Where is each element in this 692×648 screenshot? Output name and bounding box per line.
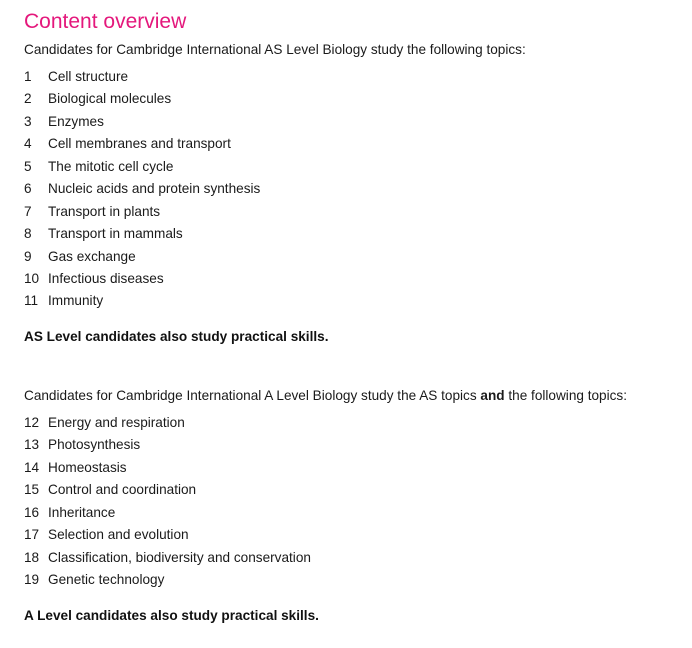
topic-label: Cell membranes and transport <box>48 136 231 152</box>
as-topic-list <box>24 68 260 315</box>
topic-label: Energy and respiration <box>48 415 185 430</box>
topic-item <box>24 414 311 436</box>
topic-number: 18 <box>24 549 40 565</box>
topic-number: 5 <box>24 158 32 174</box>
topic-number: 4 <box>24 136 32 152</box>
topic-item <box>24 436 311 458</box>
topic-number: 6 <box>24 181 32 197</box>
a-level-intro-start: Candidates for Cambridge International A Level Biology study the AS topics <box>24 388 481 403</box>
topic-number: 10 <box>24 270 40 286</box>
topic-label: Transport in mammals <box>48 226 183 242</box>
topic-number: 9 <box>24 248 32 264</box>
topic-number: 19 <box>24 572 40 588</box>
a-level-intro-text <box>24 387 627 405</box>
topic-label: Control and coordination <box>48 482 197 498</box>
topic-number: 1 <box>24 69 32 84</box>
topic-number: 8 <box>24 226 32 242</box>
topic-label: Nucleic acids and protein synthesis <box>48 181 261 197</box>
as-practical-note: AS Level candidates also study practical skills. <box>24 329 329 344</box>
topic-item <box>24 571 311 593</box>
topic-number: 12 <box>24 415 40 430</box>
topic-item <box>24 248 260 270</box>
page-title: Content overview <box>24 10 187 33</box>
topic-number: 11 <box>24 293 39 309</box>
topic-label: Gas exchange <box>48 248 136 264</box>
topic-number: 13 <box>24 437 40 453</box>
topic-label: Genetic technology <box>48 572 165 588</box>
topic-item <box>24 292 260 314</box>
a-level-intro-emphasis: and <box>480 388 505 403</box>
topic-item <box>24 504 311 526</box>
topic-item <box>24 180 260 202</box>
topic-item <box>24 225 260 247</box>
topic-number: 15 <box>24 482 40 498</box>
topic-label: Biological molecules <box>48 91 172 107</box>
topic-label: Classification, biodiversity and conservation <box>48 549 311 565</box>
topic-number: 7 <box>24 203 32 219</box>
as-intro-text: Candidates for Cambridge International AS Level Biology study the following topics: <box>24 42 526 57</box>
topic-number: 3 <box>24 113 32 129</box>
topic-label: Inheritance <box>48 504 116 520</box>
topic-item <box>24 68 260 90</box>
topic-number: 16 <box>24 504 40 520</box>
topic-label: Enzymes <box>48 113 104 129</box>
topic-label: Transport in plants <box>48 203 161 219</box>
topic-item <box>24 90 260 112</box>
topic-label: Homeostasis <box>48 459 127 475</box>
a-level-intro-end: the following topics: <box>504 388 628 403</box>
topic-number: 17 <box>24 527 40 543</box>
topic-label: Immunity <box>48 293 104 309</box>
topic-item <box>24 549 311 571</box>
topic-number: 2 <box>24 91 32 107</box>
topic-number: 14 <box>24 459 40 475</box>
topic-item <box>24 158 260 180</box>
topic-label: Infectious diseases <box>48 270 164 286</box>
topic-item <box>24 113 260 135</box>
a-level-practical-note: A Level candidates also study practical skills. <box>24 608 319 623</box>
topic-label: Photosynthesis <box>48 437 141 453</box>
topic-label: The mitotic cell cycle <box>48 158 174 174</box>
topic-item <box>24 526 311 548</box>
topic-item <box>24 270 260 292</box>
topic-item <box>24 459 311 481</box>
topic-item <box>24 203 260 225</box>
topic-item <box>24 481 311 503</box>
a-level-topic-list <box>24 414 311 594</box>
topic-item <box>24 135 260 157</box>
topic-label: Cell structure <box>48 69 129 84</box>
topic-label: Selection and evolution <box>48 527 189 543</box>
